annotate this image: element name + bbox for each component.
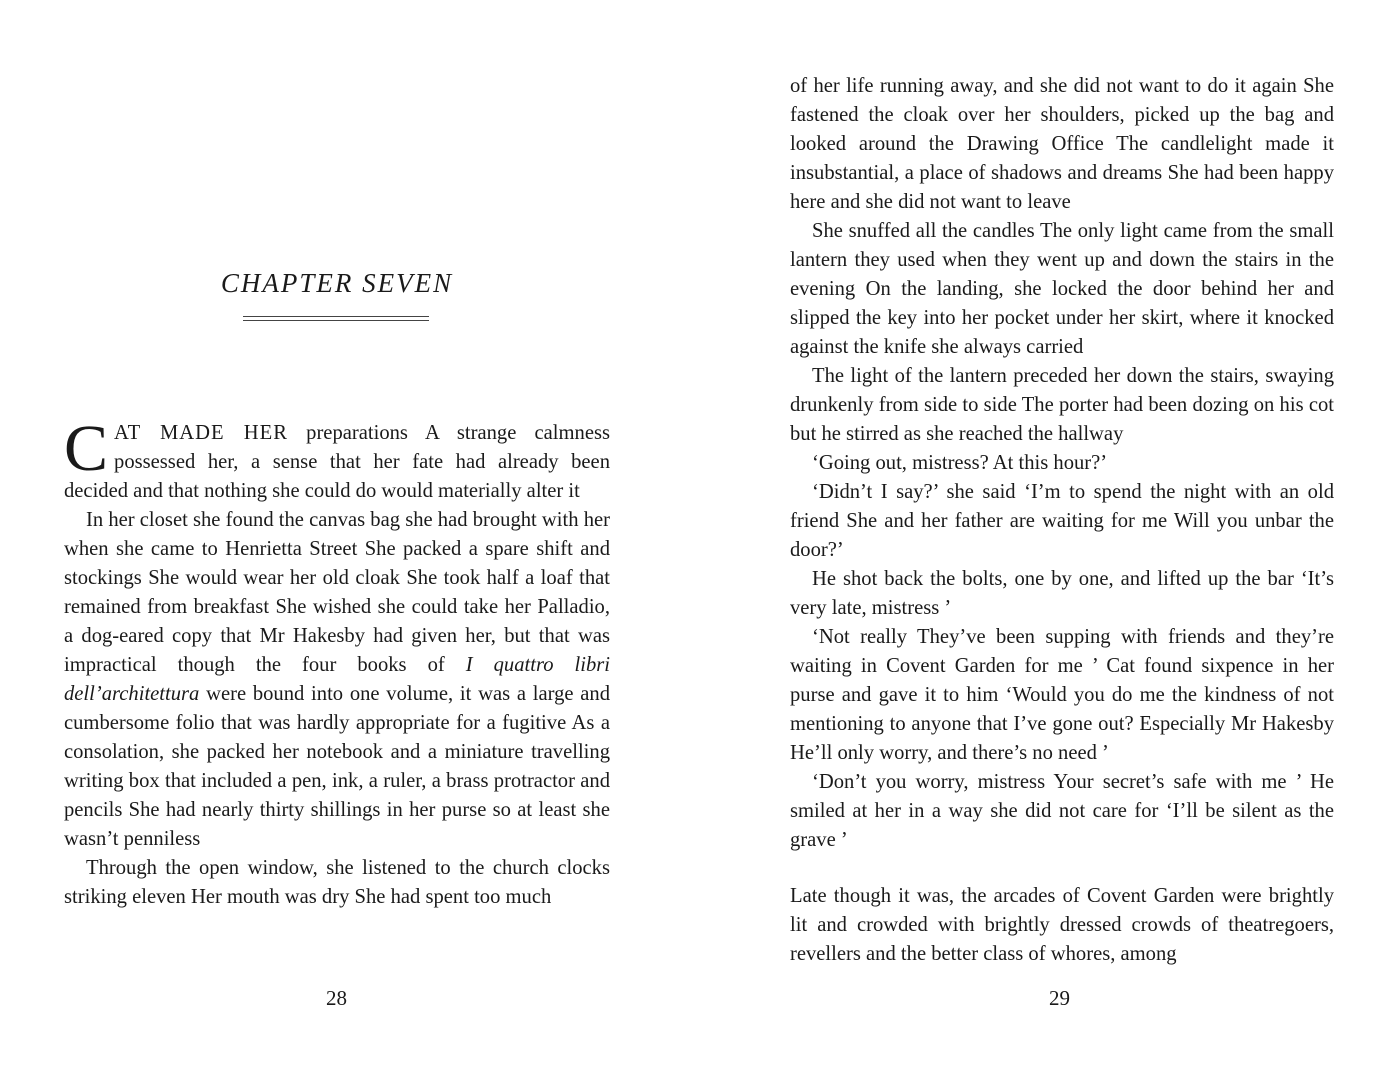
paragraph: Late though it was, the arcades of Covent Garden were brightly lit and crowded with brightly dressed crowds of theatregoers, revellers and the better class of whores, among [790,885,1334,965]
page-number-left: 28 [326,986,347,1010]
right-page-section-break-text [790,882,1334,969]
page-number-right: 29 [1049,986,1070,1010]
paragraph: ‘Not really They’ve been supping with friends and they’re waiting in Covent Garden for me ’ Cat found sixpence in her purse and gave it to him ‘Would you do me the kindness of not mentioning to anyone that I’ve gone out? Especially Mr Hakesby He’ll only worry, and there’s no need ’ [790,626,1334,764]
paragraph: The light of the lantern preceded her down the stairs, swaying drunkenly from side to side The porter had been dozing on his cot but he stirred as she reached the hallway [790,365,1334,445]
paragraph-text: were bound into one volume, it was a large and cumbersome folio that was hardly appropriate for a fugitive As a consolation, she packed her notebook and a miniature travelling writing box that included a pen, ink, a ruler, a brass protractor and pencils She had nearly thirty shillings in her purse so at least she wasn’t penniless [64,683,610,850]
chapter-title: CHAPTER SEVEN [220,268,454,298]
paragraph: ‘Don’t you worry, mistress Your secret’s safe with me ’ He smiled at her in a way she did not care for ‘I’ll be silent as the grave ’ [790,771,1334,851]
book-title-italic: I quattro libri dell’architettura [64,654,610,705]
paragraph: of her life running away, and she did not want to do it again She fastened the cloak over her shoulders, picked up the bag and looked around the Drawing Office The candlelight made it insubstantial, a place of shadows and dreams She had been happy here and she did not want to leave [790,75,1334,213]
paragraph [64,506,610,854]
paragraph: He shot back the bolts, one by one, and lifted up the bar ‘It’s very late, mistress ’ [790,568,1334,619]
paragraph: Through the open window, she listened to the church clocks striking eleven Her mouth was dry She had spent too much [64,857,610,908]
paragraph-text: In her closet she found the canvas bag she had brought with her when she came to Henrietta Street She packed a spare shift and stockings She would wear her old cloak She took half a loaf that remained from breakfast She wished she could take her Palladio, a dog-eared copy that Mr Hakesby had given her, but that was impractical though the four books of [64,509,610,676]
paragraph: She snuffed all the candles The only light came from the small lantern they used when they went up and down the stairs in the evening On the landing, she locked the door behind her and slipped the key into her pocket under her skirt, where it knocked against the knife she always carried [790,220,1334,358]
left-page-text [64,412,610,912]
right-page-text [790,72,1334,855]
opening-paragraph [64,412,610,506]
paragraph: ‘Going out, mistress? At this hour?’ [812,452,1108,474]
chapter-title-rule [243,316,429,321]
paragraph-text: preparations A strange calmness possessed her, a sense that her fate had already been decided and that nothing she could do would materially alter it [64,422,610,502]
opening-small-caps: AT MADE HER [114,422,288,444]
drop-cap: C [64,412,109,485]
paragraph: ‘Didn’t I say?’ she said ‘I’m to spend the night with an old friend She and her father are waiting for me Will you unbar the door?’ [790,481,1334,561]
